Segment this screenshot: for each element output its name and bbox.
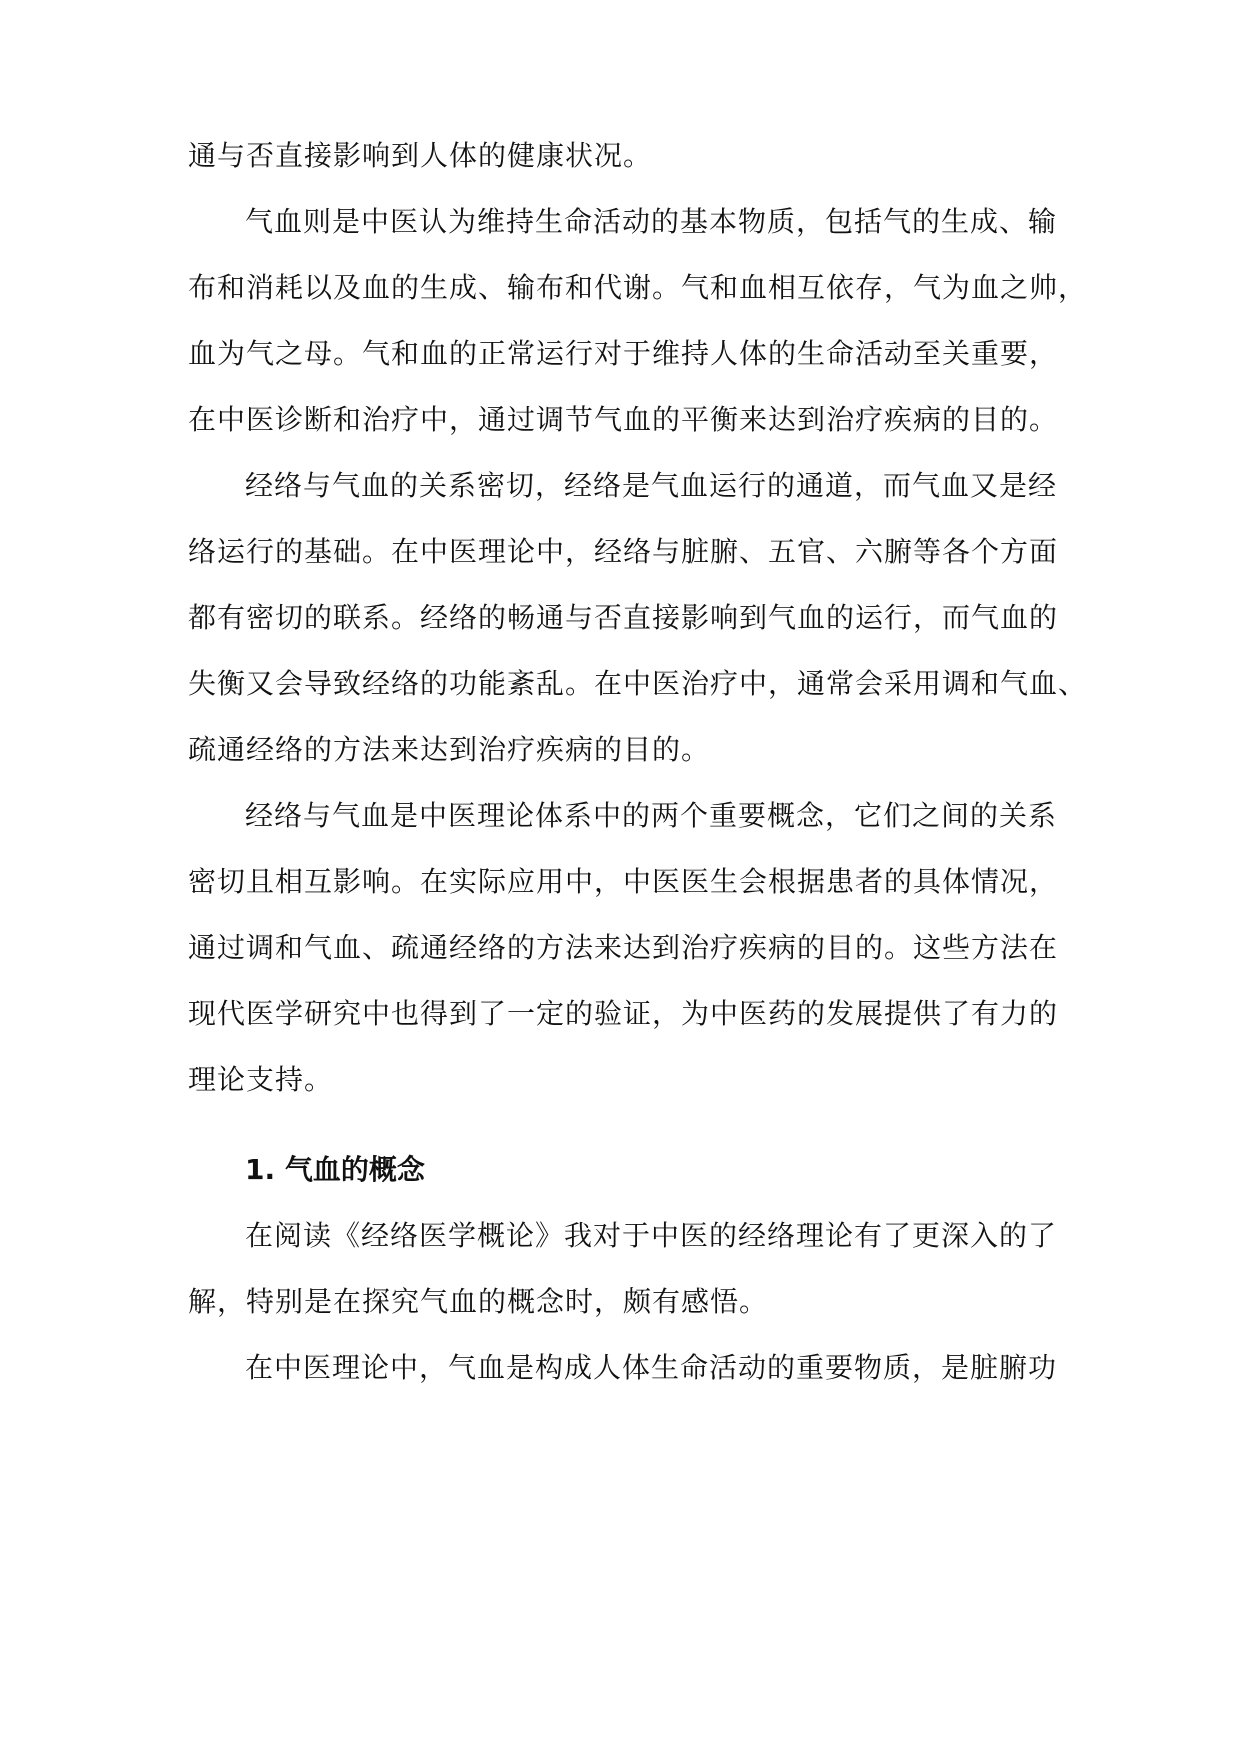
text-line: 现代医学研究中也得到了一定的验证，为中医药的发展提供了有力的 xyxy=(188,997,1059,1030)
text-line: 经络与气血是中医理论体系中的两个重要概念，它们之间的关系 xyxy=(245,799,1058,832)
text-line: 布和消耗以及血的生成、输布和代谢。气和血相互依存，气为血之帅， xyxy=(188,271,1088,304)
text-line: 失衡又会导致经络的功能紊乱。在中医治疗中，通常会采用调和气血、 xyxy=(188,667,1088,700)
text-line: 在阅读《经络医学概论》我对于中医的经络理论有了更深入的了 xyxy=(245,1219,1058,1252)
text-line: 经络与气血的关系密切，经络是气血运行的通道，而气血又是经 xyxy=(245,469,1058,502)
text-line: 密切且相互影响。在实际应用中，中医医生会根据患者的具体情况， xyxy=(188,865,1059,898)
text-line: 通过调和气血、疏通经络的方法来达到治疗疾病的目的。这些方法在 xyxy=(188,931,1059,964)
section-heading: 1. 气血的概念 xyxy=(245,1153,425,1186)
text-line: 通与否直接影响到人体的健康状况。 xyxy=(188,139,653,172)
text-line: 血为气之母。气和血的正常运行对于维持人体的生命活动至关重要， xyxy=(188,337,1059,370)
text-line: 理论支持。 xyxy=(188,1063,334,1096)
text-line: 络运行的基础。在中医理论中，经络与脏腑、五官、六腑等各个方面 xyxy=(188,535,1059,568)
text-line: 疏通经络的方法来达到治疗疾病的目的。 xyxy=(188,733,711,766)
text-line: 在中医理论中，气血是构成人体生命活动的重要物质，是脏腑功 xyxy=(245,1351,1058,1384)
text-line: 都有密切的联系。经络的畅通与否直接影响到气血的运行，而气血的 xyxy=(188,601,1059,634)
text-line: 在中医诊断和治疗中，通过调节气血的平衡来达到治疗疾病的目的。 xyxy=(188,403,1059,436)
text-line: 气血则是中医认为维持生命活动的基本物质，包括气的生成、输 xyxy=(245,205,1058,238)
text-line: 解，特别是在探究气血的概念时，颇有感悟。 xyxy=(188,1285,769,1318)
